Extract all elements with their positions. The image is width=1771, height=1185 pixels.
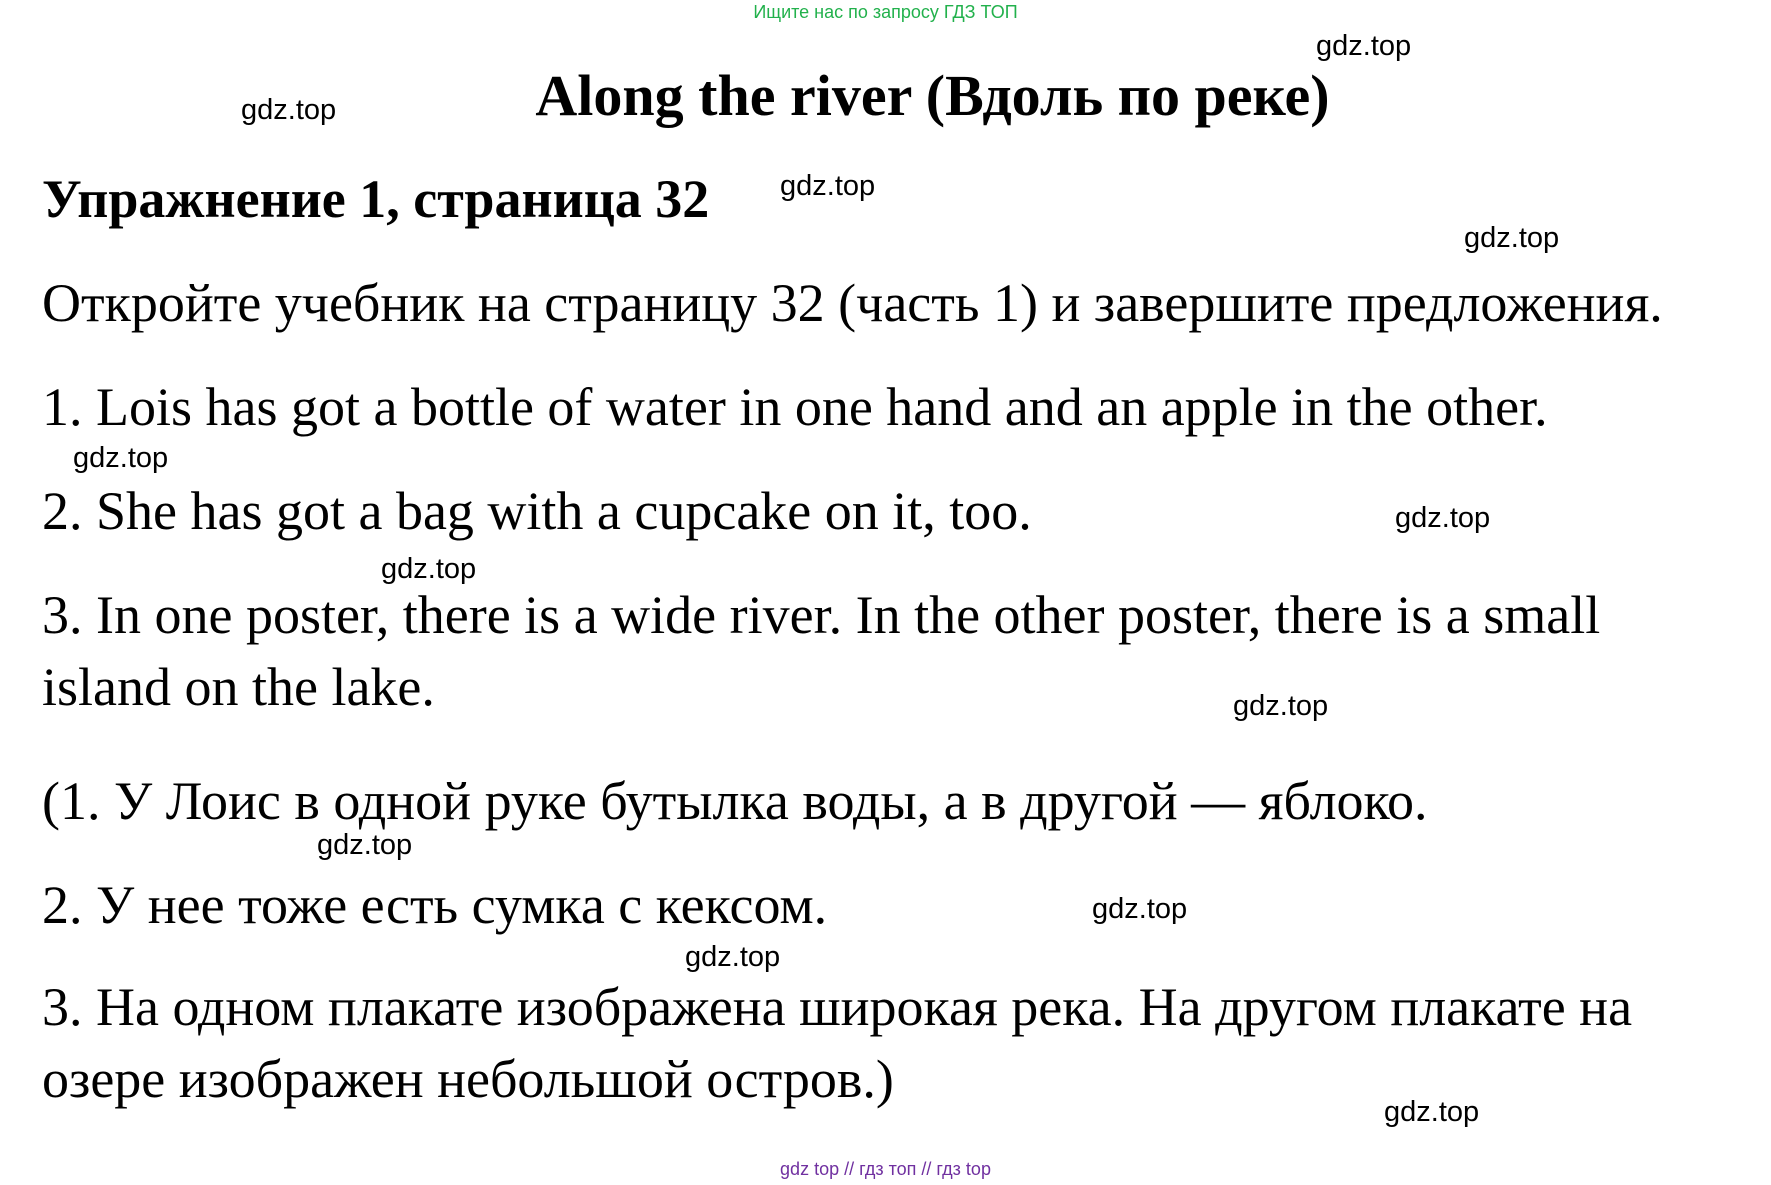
page-title: Along the river (Вдоль по реке) xyxy=(535,63,1330,128)
english-line-1: 1. Lois has got a bottle of water in one hand and an apple in the other. xyxy=(42,377,1548,437)
watermark: gdz.top xyxy=(381,553,477,585)
exercise-heading: Упражнение 1, страница 32 xyxy=(42,169,710,229)
watermark: gdz.top xyxy=(317,829,413,861)
watermark: gdz.top xyxy=(1384,1096,1480,1128)
watermark: gdz.top xyxy=(780,170,876,202)
watermark: gdz.top xyxy=(1395,502,1491,534)
english-line-2: 2. She has got a bag with a cupcake on it, too. xyxy=(42,481,1032,541)
top-banner: Ищите нас по запросу ГДЗ ТОП xyxy=(753,2,1018,22)
russian-line-4: озере изображен небольшой остров.) xyxy=(42,1049,894,1109)
watermark: gdz.top xyxy=(241,94,337,126)
watermark: gdz.top xyxy=(73,442,169,474)
russian-line-3: 3. На одном плакате изображена широкая река. На другом плакате на xyxy=(42,977,1633,1037)
russian-line-2: 2. У нее тоже есть сумка с кексом. xyxy=(42,875,828,935)
watermark: gdz.top xyxy=(1233,690,1329,722)
instruction-text: Откройте учебник на страницу 32 (часть 1) и завершите предложения. xyxy=(42,273,1663,333)
russian-line-1: (1. У Лоис в одной руке бутылка воды, а в другой — яблоко. xyxy=(42,771,1428,831)
english-line-3: 3. In one poster, there is a wide river. In the other poster, there is a small xyxy=(42,585,1601,645)
english-line-4: island on the lake. xyxy=(42,657,435,717)
watermark: gdz.top xyxy=(1464,222,1560,254)
bottom-banner: gdz top // гдз топ // гдз top xyxy=(780,1159,991,1179)
watermark: gdz.top xyxy=(1092,893,1188,925)
watermark: gdz.top xyxy=(685,941,781,973)
watermark: gdz.top xyxy=(1316,30,1412,62)
